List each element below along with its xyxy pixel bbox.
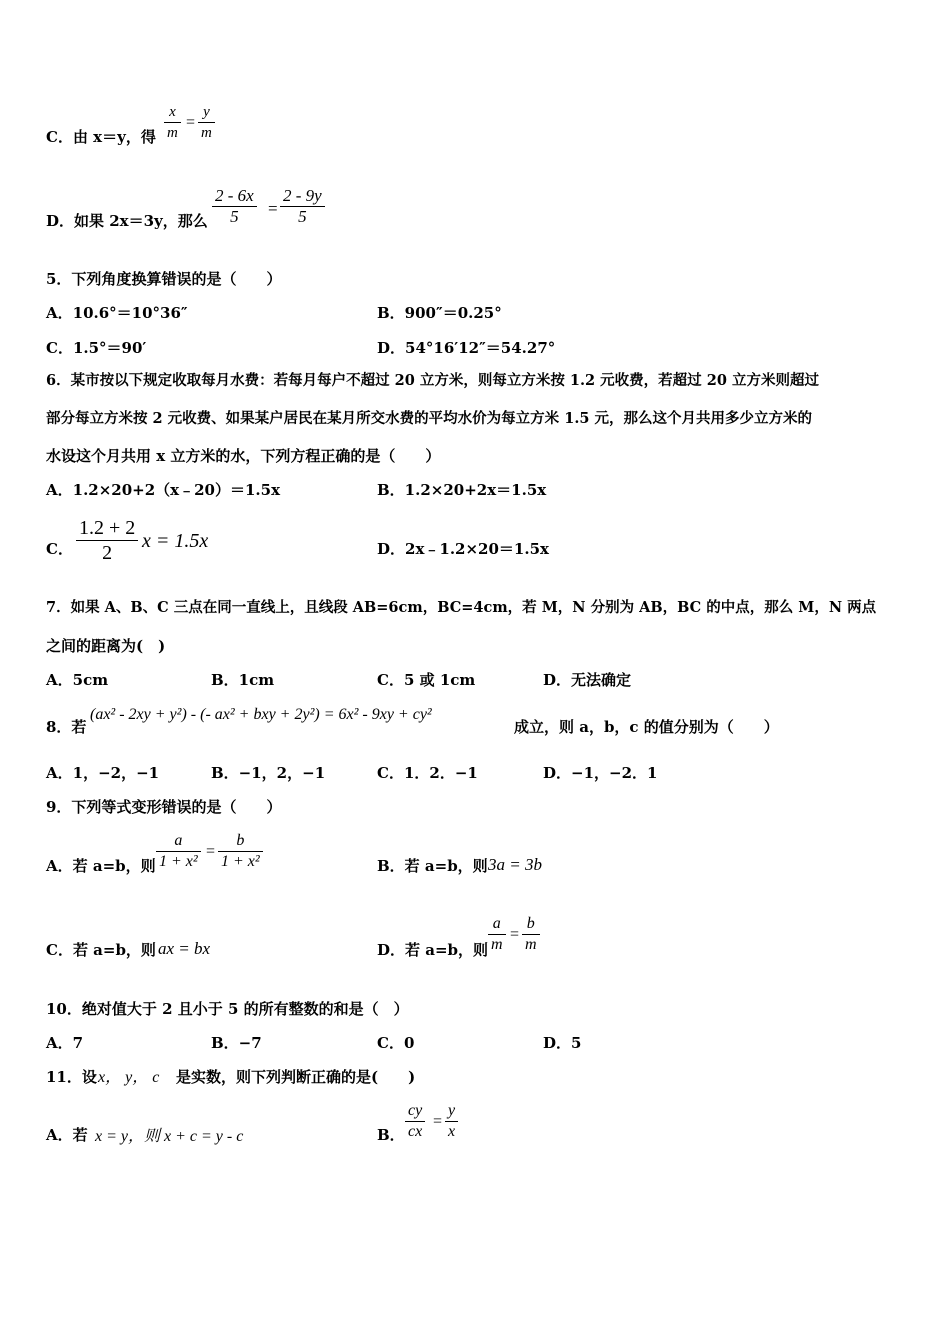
q5-stem: 5．下列角度换算错误的是（ ） [46, 270, 282, 288]
q4-option-c-label: C．由 x＝y，得 [46, 128, 156, 146]
q11-stem-suffix: 是实数，则下列判断正确的是( ) [176, 1068, 416, 1086]
q6-option-a: A．1.2×20+2（x﹣20）＝1.5x [46, 481, 281, 499]
q10-option-a: A．7 [46, 1034, 84, 1052]
q4-c-fraction-right: $\frac{y}{m}$ [198, 102, 215, 143]
q11-a-math: x = y，则 x + c = y - c [95, 1128, 244, 1145]
q4-option-d-label: D．如果 2x＝3y，那么 [46, 212, 208, 230]
q6-stem-line-2: 部分每立方米按 2 元收费、如果某户居民在某月所交水费的平均水价为每立方米 1.5 元，那么这个月共用多少立方米的 [46, 410, 813, 427]
q9-stem: 9．下列等式变形错误的是（ ） [46, 798, 282, 816]
q7-stem-line-2: 之间的距离为( ) [46, 637, 166, 655]
q7-option-a: A．5cm [46, 671, 109, 689]
q7-option-c: C．5 或 1cm [377, 671, 476, 689]
q11-option-b-label: B． [377, 1126, 405, 1144]
q6-c-fraction: $\frac{1.2 + 2}{2}$ [76, 516, 138, 565]
q6-option-d: D．2x﹣1.2×20＝1.5x [377, 540, 549, 558]
q9-option-a-label: A．若 a=b，则 [46, 857, 156, 875]
q4-d-fraction-right: $\frac{2 - 9y}{5}$ [280, 186, 325, 227]
q10-option-b: B．−7 [211, 1034, 262, 1052]
q11-b-fraction-left: $\frac{cy}{cx}$ [405, 1101, 425, 1142]
q10-option-d: D．5 [543, 1034, 582, 1052]
q8-suffix: 成立，则 a，b，c 的值分别为（ ） [514, 718, 779, 736]
q6-stem-line-1: 6．某市按以下规定收取每月水费：若每月每户不超过 20 立方米，则每立方米按 1.2 元收费，若超过 20 立方米则超过 [46, 372, 819, 389]
q5-option-d: D．54°16′12″＝54.27° [377, 339, 556, 357]
q6-option-b: B．1.2×20+2x＝1.5x [377, 481, 547, 499]
q11-option-a-label: A．若 [46, 1126, 88, 1144]
q5-option-b: B．900″＝0.25° [377, 304, 502, 322]
q8-option-c: C．1．2．−1 [377, 764, 478, 782]
q4-c-fraction-left: $\frac{x}{m}$ [164, 102, 181, 143]
q9-option-c-label: C．若 a=b，则 [46, 941, 156, 959]
q6-c-rest: x = 1.5x [142, 530, 209, 552]
q9-option-d-label: D．若 a=b，则 [377, 941, 489, 959]
q8-equation: (ax² - 2xy + y²) - (- ax² + bxy + 2y²) = 6x² - 9xy + cy² [90, 706, 432, 723]
q7-option-b: B．1cm [211, 671, 275, 689]
q5-option-c: C．1.5°＝90′ [46, 339, 147, 357]
q8-option-b: B．−1，2，−1 [211, 764, 326, 782]
q9-a-fraction-right: $\frac{b}{\text{1 + x²}}$ [218, 831, 263, 872]
q7-option-d: D．无法确定 [543, 671, 632, 689]
q9-option-b-label: B．若 a=b，则 [377, 857, 488, 875]
q8-option-d: D．−1，−2．1 [543, 764, 658, 782]
q8-prefix: 8．若 [46, 718, 87, 736]
q11-b-fraction-right: $\frac{y}{x}$ [445, 1101, 458, 1142]
q11-stem-prefix: 11．设 [46, 1068, 97, 1086]
q7-stem-line-1: 7．如果 A、B、C 三点在同一直线上，且线段 AB=6cm，BC=4cm，若 M，N 分别为 AB，BC 的中点，那么 M，N 两点 [46, 599, 877, 616]
q5-option-a: A．10.6°＝10°36″ [46, 304, 188, 322]
q9-c-math: ax = bx [158, 939, 211, 958]
q9-d-fraction-left: $\frac{a}{m}$ [488, 914, 506, 955]
q8-option-a: A．1，−2，−1 [46, 764, 160, 782]
q9-a-fraction-left: $\frac{a}{\text{1 + x²}}$ [156, 831, 201, 872]
q4-d-fraction-left: $\frac{2 - 6x}{5}$ [212, 186, 257, 227]
q6-option-c-label: C． [46, 540, 73, 558]
q9-d-fraction-right: $\frac{b}{m}$ [522, 914, 540, 955]
q9-b-math: 3a = 3b [488, 855, 542, 874]
q11-variables: x， y， c [98, 1069, 160, 1086]
q10-option-c: C．0 [377, 1034, 415, 1052]
q10-stem: 10．绝对值大于 2 且小于 5 的所有整数的和是（ ） [46, 1000, 409, 1018]
q6-stem-line-3: 水设这个月共用 x 立方米的水，下列方程正确的是（ ） [46, 447, 441, 465]
